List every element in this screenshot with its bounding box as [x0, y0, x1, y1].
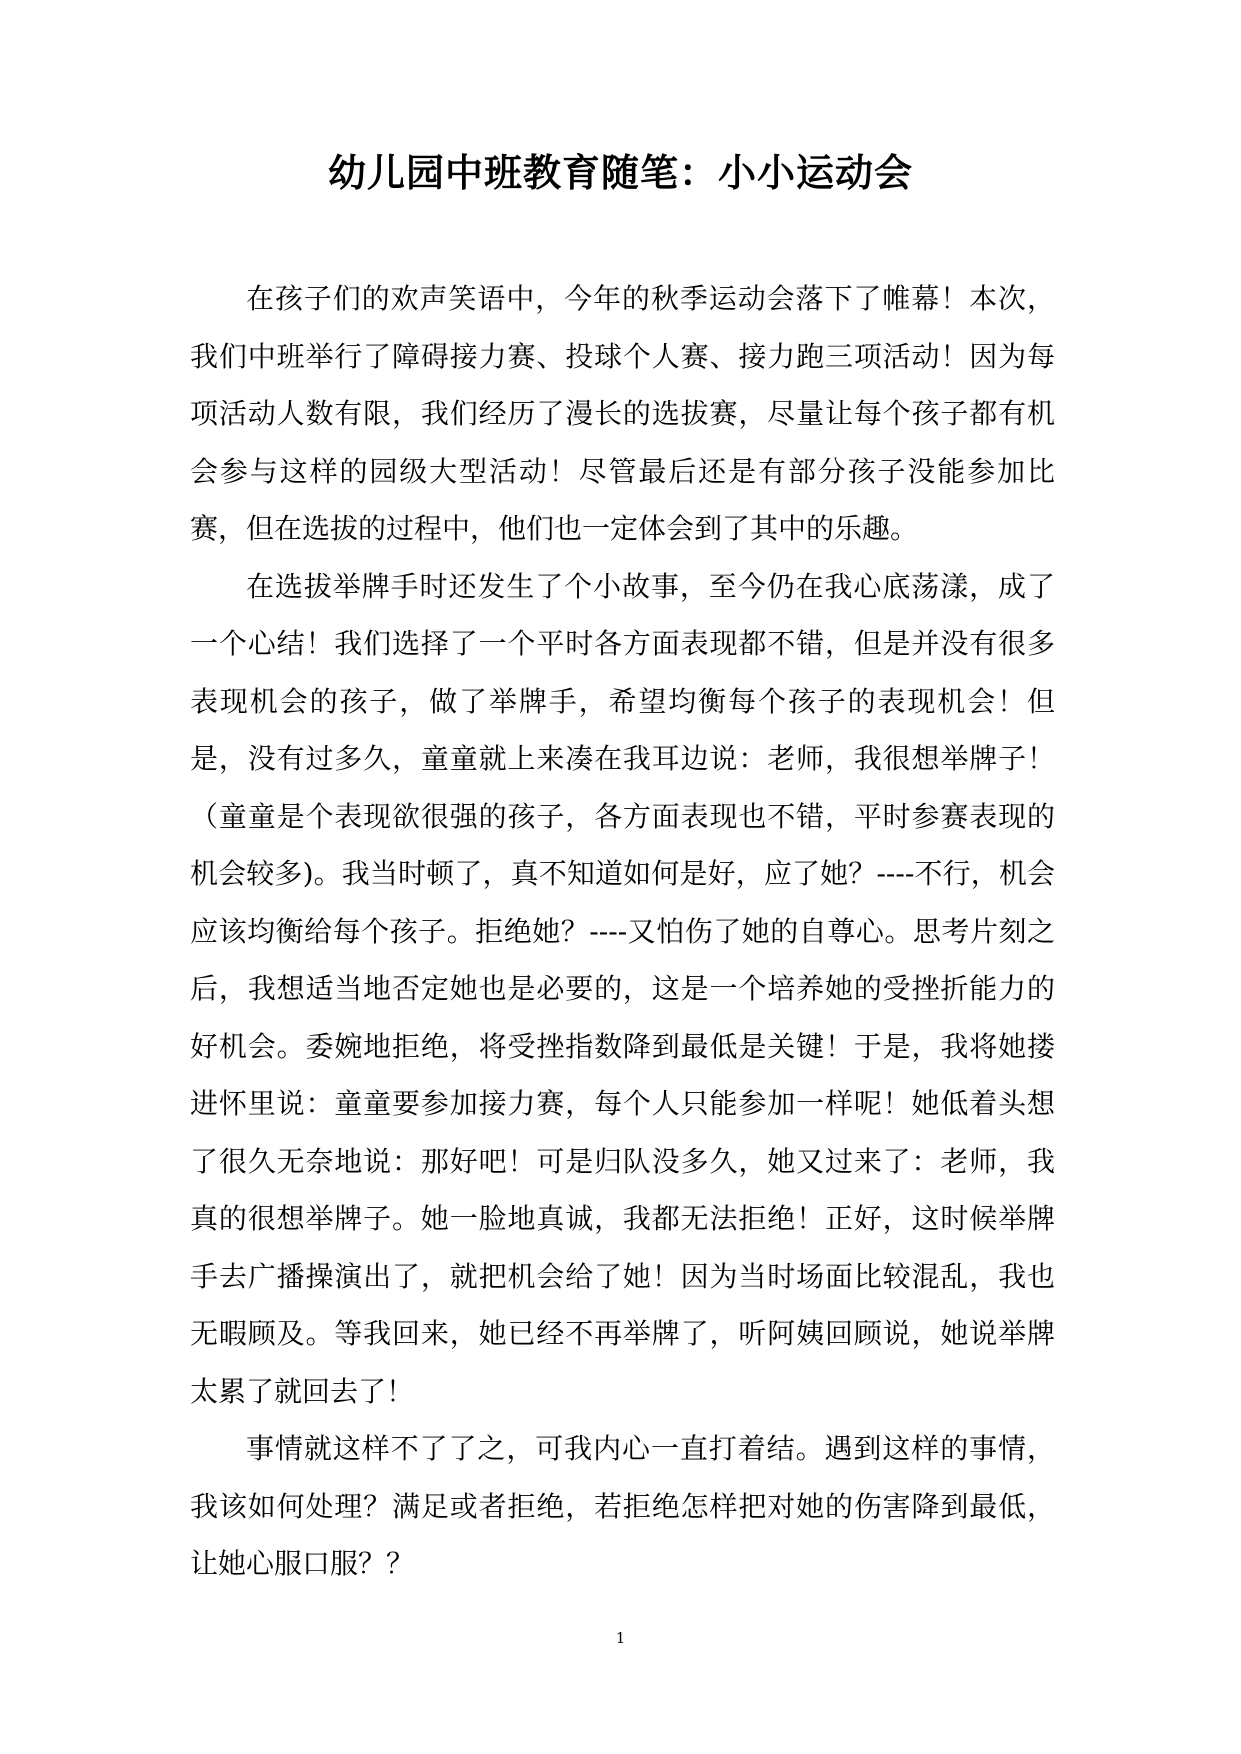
page-number: 1 — [615, 1629, 626, 1647]
document-body — [190, 270, 1055, 1593]
paragraph-3: 事情就这样不了了之，可我内心一直打着结。遇到这样的事情，我该如何处理？满足或者拒绝，若拒绝怎样把对她的伤害降到最低，让她心服口服？？ — [190, 1432, 1055, 1580]
paragraph-1: 在孩子们的欢声笑语中，今年的秋季运动会落下了帷幕！本次，我们中班举行了障碍接力赛、投球个人赛、接力跑三项活动！因为每项活动人数有限，我们经历了漫长的选拔赛，尽量让每个孩子都有机会参与这样的园级大型活动！尽管最后还是有部分孩子没能参加比赛，但在选拔的过程中，他们也一定体会到了其中的乐趣。 — [190, 282, 1055, 545]
paragraph-2: 在选拔举牌手时还发生了个小故事，至今仍在我心底荡漾，成了一个心结！我们选择了一个平时各方面表现都不错，但是并没有很多表现机会的孩子，做了举牌手，希望均衡每个孩子的表现机会！但是，没有过多久，童童就上来凑在我耳边说：老师，我很想举牌子！（童童是个表现欲很强的孩子，各方面表现也不错，平时参赛表现的机会较多)。我当时顿了，真不知道如何是好，应了她？----不行，机会应该均衡给每个孩子。拒绝她？----又怕伤了她的自尊心。思考片刻之后，我想适当地否定她也是必要的，这是一个培养她的受挫折能力的好机会。委婉地拒绝，将受挫指数降到最低是关键！于是，我将她搂进怀里说：童童要参加接力赛，每个人只能参加一样呢！她低着头想了很久无奈地说：那好吧！可是归队没多久，她又过来了：老师，我真的很想举牌子。她一脸地真诚，我都无法拒绝！正好，这时候举牌手去广播操演出了，就把机会给了她！因为当时场面比较混乱，我也无暇顾及。等我回来，她已经不再举牌了，听阿姨回顾说，她说举牌太累了就回去了！ — [190, 569, 1055, 1408]
document-title: 幼儿园中班教育随笔：小小运动会 — [327, 150, 913, 195]
